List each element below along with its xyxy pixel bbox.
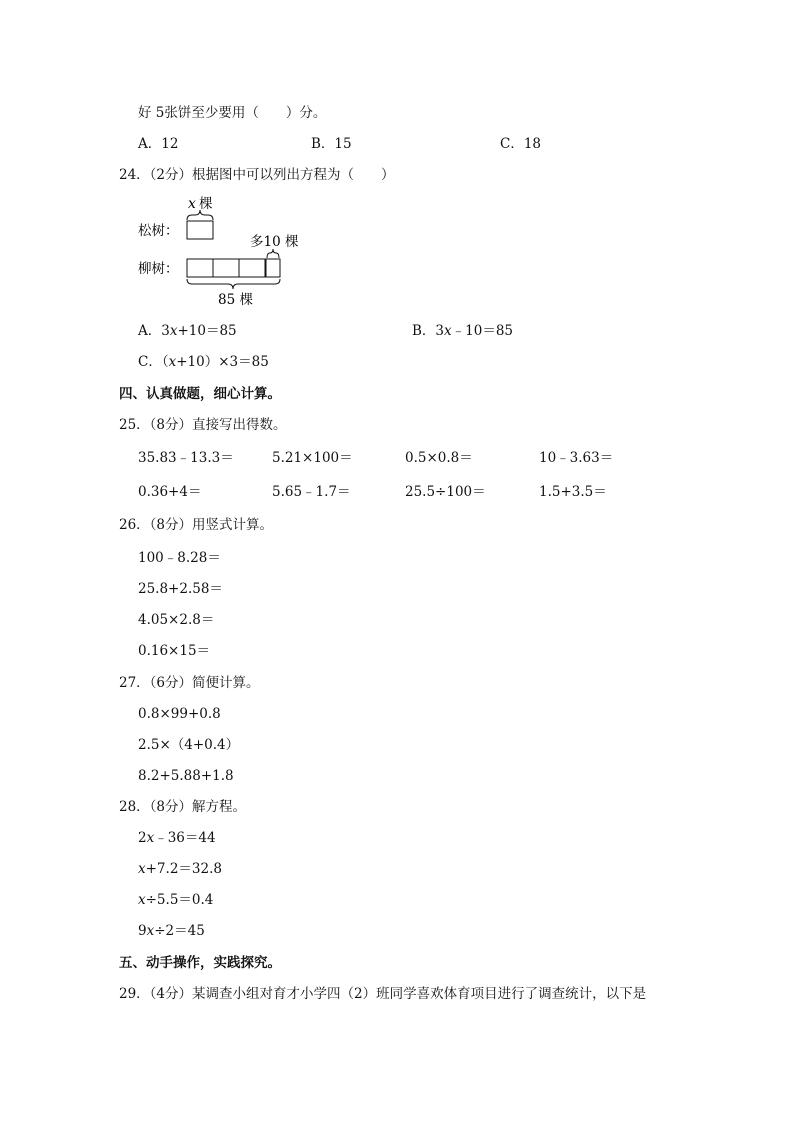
section5-heading: 五、动手操作，实践探究。 [119, 955, 281, 971]
q25-r2c4: 1.5+3.5＝ [539, 484, 607, 500]
q28-3-var: x [138, 892, 146, 908]
q26-item-2: 25.8+2.58＝ [138, 581, 223, 597]
q28-item-2 [138, 860, 222, 878]
willow-extra-block [266, 259, 280, 277]
q25-r2c2: 5.65﹣1.7＝ [272, 484, 351, 500]
willow-block [239, 259, 265, 277]
total-label: 85 棵 [218, 292, 253, 308]
pine-box [187, 221, 213, 239]
q26-item-3: 4.05×2.8＝ [138, 612, 215, 628]
q28-4-pre: 9 [138, 923, 147, 939]
q24-option-c [138, 353, 269, 371]
q23-option-a: A．12 [138, 136, 179, 152]
q25-r2c1: 0.36+4＝ [138, 484, 202, 500]
q24-option-b [412, 322, 513, 340]
q24-figure [138, 192, 338, 310]
total-brace [187, 279, 280, 289]
q24-figure-svg [138, 192, 338, 310]
q28-item-3 [138, 891, 213, 909]
q24-option-a [138, 322, 237, 340]
pine-label: 松树： [138, 223, 179, 239]
q24-c-var: x [168, 354, 177, 370]
q24-a-post: +10＝85 [177, 323, 237, 339]
q28-item-4 [138, 922, 205, 940]
q24-a-var: x [169, 323, 178, 339]
x-var-label: x [188, 196, 196, 212]
q23-option-c: C．18 [500, 136, 542, 152]
q28-3-post: ÷5.5＝0.4 [145, 892, 214, 908]
q24-b-pre: B．3 [412, 323, 445, 339]
q28-stem: 28．（8分）解方程。 [119, 799, 247, 815]
q26-stem: 26．（8分）用竖式计算。 [119, 517, 274, 533]
q25-r1c1: 35.83﹣13.3＝ [138, 450, 234, 466]
q26-item-4: 0.16×15＝ [138, 643, 211, 659]
q23-option-b: B．15 [311, 136, 352, 152]
willow-blocks [187, 259, 265, 277]
q28-4-var: x [146, 923, 155, 939]
q25-r1c2: 5.21×100＝ [272, 450, 353, 466]
q23-continuation: 好 5张饼至少要用（ ）分。 [138, 105, 327, 121]
more-brace [267, 249, 279, 258]
q25-r2c3: 25.5÷100＝ [405, 484, 486, 500]
q27-item-2: 2.5×（4+0.4） [138, 737, 240, 753]
willow-label: 柳树： [138, 261, 179, 277]
q24-b-var: x [444, 323, 452, 339]
section4-heading: 四、认真做题，细心计算。 [119, 386, 281, 402]
q28-item-1 [138, 829, 216, 847]
q28-2-var: x [138, 861, 146, 877]
q27-stem: 27．（6分）简便计算。 [119, 675, 260, 691]
q24-b-post: ﹣10＝85 [451, 323, 513, 339]
q24-a-pre: A．3 [138, 323, 170, 339]
q29-stem: 29．（4分）某调查小组对育才小学四（2）班同学喜欢体育项目进行了调查统计，以下是 [119, 986, 647, 1002]
q25-stem: 25．（8分）直接写出得数。 [119, 417, 287, 433]
q24-c-pre: C．（ [138, 354, 169, 370]
q28-4-post: ÷2＝45 [154, 923, 205, 939]
more-label: 多10 棵 [250, 234, 299, 250]
q24-stem: 24．（2分）根据图中可以列出方程为（ ） [119, 167, 395, 183]
q27-item-1: 0.8×99+0.8 [138, 706, 221, 722]
q24-c-post: +10）×3＝85 [176, 354, 269, 370]
q28-1-var: x [146, 830, 155, 846]
q25-r1c3: 0.5×0.8＝ [405, 450, 473, 466]
q27-item-3: 8.2+5.88+1.8 [138, 768, 234, 784]
q28-2-post: +7.2＝32.8 [145, 861, 222, 877]
q28-1-post: ﹣36＝44 [154, 830, 216, 846]
x-unit-label: 棵 [199, 196, 213, 212]
q26-item-1: 100﹣8.28＝ [138, 550, 221, 566]
q28-1-pre: 2 [138, 830, 147, 846]
willow-block [187, 259, 213, 277]
willow-block [213, 259, 239, 277]
q25-r1c4: 10﹣3.63＝ [539, 450, 614, 466]
